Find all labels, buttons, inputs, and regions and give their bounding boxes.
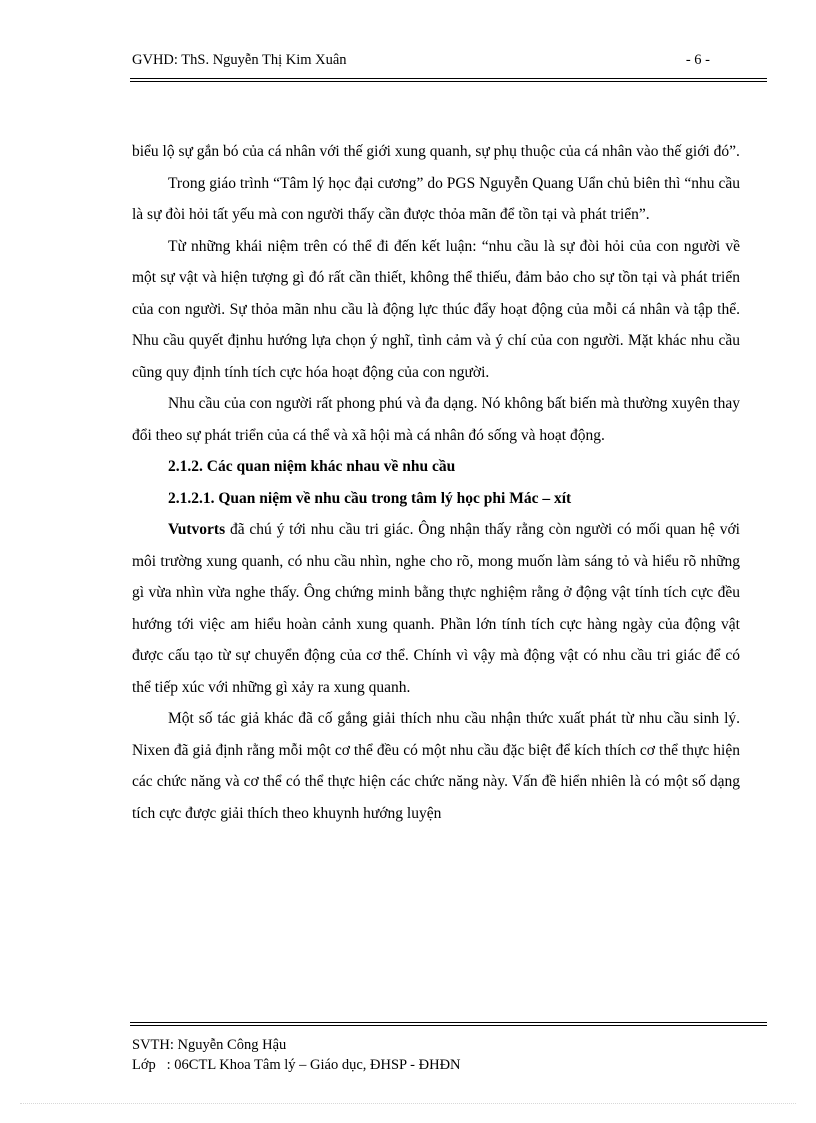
student-line: SVTH: Nguyễn Công Hậu	[132, 1037, 287, 1053]
paragraph-1: biểu lộ sự gắn bó của cá nhân với thế giới xung quanh, sự phụ thuộc của cá nhân vào thế giới đó”.	[132, 143, 740, 160]
section-heading-2-1-2: 2.1.2. Các quan niệm khác nhau về nhu cầu	[168, 458, 456, 475]
header-rule-bottom	[130, 81, 767, 82]
supervisor-label: GVHD: ThS. Nguyễn Thị Kim Xuân	[132, 52, 347, 68]
page-bottom-border	[20, 1103, 796, 1104]
page-header	[130, 52, 710, 74]
author-name-vutvorts: Vutvorts	[168, 521, 226, 538]
page-footer	[132, 1035, 461, 1075]
class-label: Lớp	[132, 1057, 156, 1073]
document-body	[132, 136, 740, 829]
section-heading-2-1-2-1: 2.1.2.1. Quan niệm về nhu cầu trong tâm lý học phi Mác – xít	[168, 489, 572, 507]
paragraph-6: Một số tác giả khác đã cố gắng giải thích nhu cầu nhận thức xuất phát từ nhu cầu sinh lý. Nixen đã giả định rằng mỗi một cơ thể đều có một nhu cầu đặc biệt để kích thích cơ thể thực hiện các chức năng và cơ thể có thể thực hiện các chức năng này. Vấn đề hiển nhiên là có một số dạng tích cực được giải thích theo khuynh hướng luyện	[132, 710, 740, 822]
paragraph-4: Nhu cầu của con người rất phong phú và đa dạng. Nó không bất biến mà thường xuyên thay đổi theo sự phát triển của cá thể và xã hội mà cá nhân đó sống và hoạt động.	[132, 395, 740, 444]
page-number: - 6 -	[685, 52, 710, 68]
paragraph-5-text: đã chú ý tới nhu cầu tri giác. Ông nhận thấy rằng còn người có mối quan hệ với môi trường xung quanh, có nhu cầu nhìn, nghe cho rõ, mong muốn làm sáng tỏ và hiểu rõ những gì vừa nhìn vừa nghe thấy. Ông chứng minh bằng thực nghiệm rằng ở động vật tính tích cực đều hướng tới việc am hiểu hoàn cảnh xung quanh. Phần lớn tính tích cực hàng ngày của động vật được cấu tạo từ sự chuyển động của cơ thể. Chính vì vậy mà động vật có nhu cầu tri giác để có thể tiếp xúc với những gì xảy ra xung quanh.	[132, 521, 740, 696]
footer-rule-top	[130, 1022, 767, 1023]
paragraph-2: Trong giáo trình “Tâm lý học đại cương” do PGS Nguyễn Quang Uẩn chủ biên thì “nhu cầu là sự đòi hỏi tất yếu mà con người thấy cần được thỏa mãn để tồn tại và phát triển”.	[132, 174, 740, 223]
paragraph-3: Từ những khái niệm trên có thể đi đến kết luận: “nhu cầu là sự đòi hỏi của con người về một sự vật và hiện tượng gì đó rất cần thiết, không thể thiếu, đảm bảo cho sự tồn tại và phát triển của con người. Sự thỏa mãn nhu cầu là động lực thúc đẩy hoạt động của mỗi cá nhân và tập thể. Nhu cầu quyết địnhu hướng lựa chọn ý nghĩ, tình cảm và ý chí của con người. Mặt khác nhu cầu cũng quy định tính tích cực hóa hoạt động của con người.	[132, 237, 740, 381]
paragraph-5	[132, 514, 740, 703]
footer-rule-bottom	[130, 1025, 767, 1026]
header-rule-top	[130, 78, 767, 79]
class-line	[132, 1055, 461, 1075]
class-value: : 06CTL Khoa Tâm lý – Giáo dục, ĐHSP - ĐHĐN	[166, 1057, 461, 1073]
